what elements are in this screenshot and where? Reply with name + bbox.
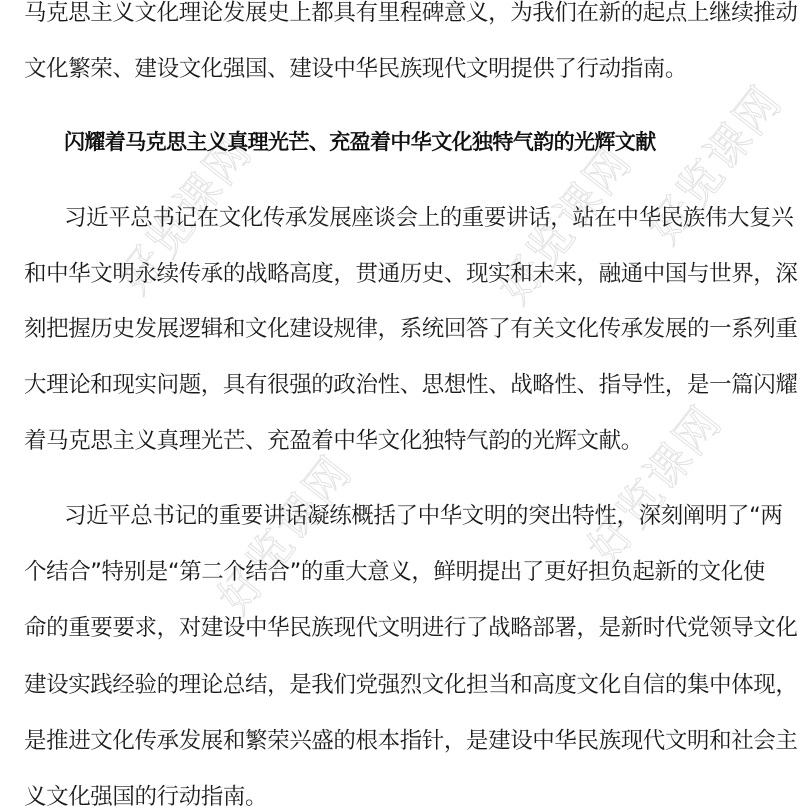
text-line: 马克思主义文化理论发展史上都具有里程碑意义，为我们在新的起点上继续推动 [24, 0, 798, 26]
watermark: 好览课网 [108, 126, 263, 303]
text-line: 命的重要要求，对建设中华民族现代文明进行了战略部署，是新时代党领导文化 [24, 615, 798, 641]
text-line: 习近平总书记在文化传承发展座谈会上的重要讲话，站在中华民族伟大复兴 [64, 205, 794, 231]
watermark: 好览课网 [208, 446, 363, 623]
text-line: 习近平总书记的重要讲话凝练概括了中华文明的突出特性，深刻阐明了“两 [64, 503, 783, 529]
text-line: 义文化强国的行动指南。 [24, 784, 268, 810]
text-line: 大理论和现实问题，具有很强的政治性、思想性、战略性、指导性，是一篇闪耀 [24, 372, 798, 398]
text-line: 个结合”特别是“第二个结合”的重大意义，鲜明提出了更好担负起新的文化使 [24, 559, 765, 585]
watermark: 好览课网 [638, 76, 793, 253]
text-line: 建设实践经验的理论总结，是我们党强烈文化担当和高度文化自信的集中体现， [24, 672, 798, 698]
text-line: 是推进文化传承发展和繁荣兴盛的根本指针，是建设中华民族现代文明和社会主 [24, 728, 798, 754]
text-line: 着马克思主义真理光芒、充盈着中华文化独特气韵的光辉文献。 [24, 428, 643, 454]
text-line: 和中华文明永续传承的战略高度，贯通历史、现实和未来，融通中国与世界，深 [24, 261, 798, 287]
section-heading: 闪耀着马克思主义真理光芒、充盈着中华文化独特气韵的光辉文献 [64, 130, 656, 154]
text-line: 文化繁荣、建设文化强国、建设中华民族现代文明提供了行动指南。 [24, 56, 688, 82]
watermark: 好览课网 [488, 136, 643, 313]
watermark: 好览课网 [578, 396, 733, 573]
text-line: 刻把握历史发展逻辑和文化建设规律，系统回答了有关文化传承发展的一系列重 [24, 316, 798, 342]
